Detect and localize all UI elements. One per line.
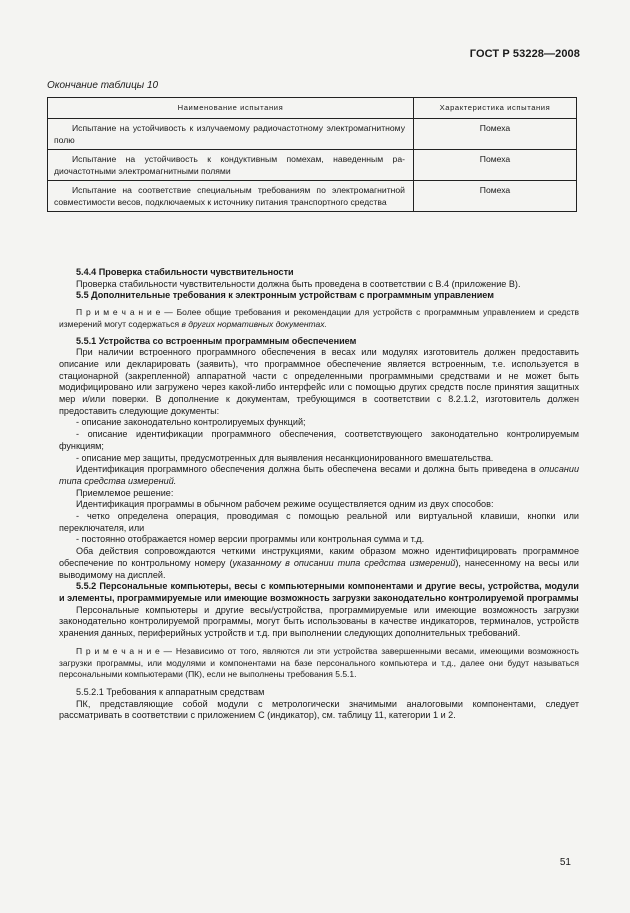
- section-heading-5-5: 5.5 Дополнительные требования к электронным устройствам с программным управлением: [76, 290, 494, 301]
- section-heading-5-5-2-1: 5.5.2.1 Требования к аппаратным средствам: [76, 686, 265, 697]
- paragraph: [59, 464, 579, 487]
- table-cell-characteristic: Помеха: [414, 119, 577, 150]
- paragraph-text: Оба действия сопровождаются четкими инструкциями, каким образом можно идентифицировать программное обеспечение по контрольному номеру (: [59, 546, 579, 568]
- column-header-test-characteristic: Характеристика испытания: [414, 98, 577, 119]
- paragraph: Приемлемое решение:: [76, 487, 174, 498]
- paragraph: Идентификация программы в обычном рабочем режиме осуществляется одним из двух способов:: [76, 499, 494, 510]
- paragraph: Персональные компьютеры и другие весы/устройства, программируемые или имеющие возможность загрузки законодательно контролируемой программы, могут быть использованы в качестве индикаторов, терминалов, устройств хранения данных, периферийных устройств и т.д. при выполнении следующих дополнительных требований.: [59, 604, 579, 639]
- paragraph-italic-text: указанному в описании типа средства измерений: [232, 557, 456, 568]
- list-item: - описание идентификации программного обеспечения, соответствующего законодательно контролируемым функциям;: [59, 429, 579, 451]
- page-number: 51: [559, 857, 571, 868]
- note-italic-text: в других нормативных документах.: [181, 318, 327, 329]
- paragraph: [59, 546, 579, 581]
- section-heading-5-4-4: 5.4.4 Проверка стабильности чувствительности: [76, 267, 294, 277]
- tests-table: [47, 97, 577, 212]
- table-cell-characteristic: Помеха: [414, 181, 577, 212]
- paragraph: При наличии встроенного программного обеспечения в весах или модулях изготовитель должен предоставить описание или декларировать (заявить), что программное обеспечение является встроенным, т.е. используется в стационарной (закрепленной) аппаратной части с определенными программными средствами и не может быть модифицировано или загружено через какой-либо интерфейс или с помощью других средств после принятия защитных мер и/или поверки. В дополнение к документам, требующимся в соответствии с 8.2.1.2, изготовитель должен предоставить следующие документы:: [59, 347, 579, 416]
- table-row: [48, 119, 577, 150]
- table-cell-test-name: Испытание на соответствие специальным требованиям по электромагнитной совместимости весов, подключаемых к источнику питания транспортного средства: [48, 181, 414, 212]
- note-paragraph: [59, 307, 579, 330]
- paragraph-text: ), нанесенному на весы или выводимому на дисплей.: [59, 557, 579, 580]
- section-heading-5-5-1: 5.5.1 Устройства со встроенным программным обеспечением: [76, 335, 357, 346]
- list-item: - постоянно отображается номер версии программы или контрольная сумма и т.д.: [76, 534, 425, 545]
- list-item: - описание законодательно контролируемых функций;: [76, 417, 306, 428]
- table-caption: Окончание таблицы 10: [47, 80, 159, 91]
- note-label: П р и м е ч а н и е: [76, 645, 160, 656]
- paragraph: ПК, представляющие собой модули с метрологически значимыми аналоговыми компонентами, следует рассматривать в соответствии с приложением С (индикатор), см. таблицу 11, категории 1 и 2.: [59, 698, 579, 721]
- table-row: [48, 181, 577, 212]
- paragraph-italic-text: описании типа средства измерений.: [59, 464, 579, 486]
- note-paragraph: [59, 646, 579, 681]
- list-item: - описание мер защиты, предусмотренных для выявления несанкционированного вмешательства.: [76, 452, 494, 463]
- note-label: П р и м е ч а н и е: [76, 307, 161, 318]
- table-cell-test-name: Испытание на устойчивость к излучаемому радиочастотному электромагнитному полю: [48, 119, 414, 150]
- document-body: [59, 267, 579, 722]
- paragraph: Проверка стабильности чувствительности должна быть проведена в соответствии с В.4 (приложение В).: [76, 278, 521, 289]
- section-heading-5-5-2: 5.5.2 Персональные компьютеры, весы с компьютерными компонентами и другие весы, устройства, модули и элементы, программируемые или имеющие возможность загрузки законодательно контролируемой программы: [59, 581, 579, 603]
- note-text: — Независимо от того, являются ли эти устройства завершенными весами, имеющими возможность загрузки программы, или модулями и компонентами на базе персонального компьютера и т.д., далее они будут называться персональными компьютерами (ПК), если не выполнены требования 5.5.1.: [59, 645, 579, 680]
- paragraph-text: Идентификация программного обеспечения должна быть обеспечена весами и должна быть приведена в: [76, 464, 540, 475]
- list-item: - четко определена операция, проводимая с помощью реальной или виртуальной клавиши, кнопки или переключателя, или: [59, 511, 579, 533]
- table-header-row: [48, 98, 577, 119]
- standard-header: ГОСТ Р 53228—2008: [469, 48, 580, 60]
- table-row: [48, 150, 577, 181]
- table-cell-characteristic: Помеха: [414, 150, 577, 181]
- column-header-test-name: Наименование испытания: [48, 98, 414, 119]
- note-text: — Более общие требования и рекомендации для устройств с программным управлением и средств измерений могут содержаться: [59, 307, 579, 329]
- table-cell-test-name: Испытание на устойчивость к кондуктивным помехам, наведенным радиочастотными электромагнитными полями: [48, 150, 414, 181]
